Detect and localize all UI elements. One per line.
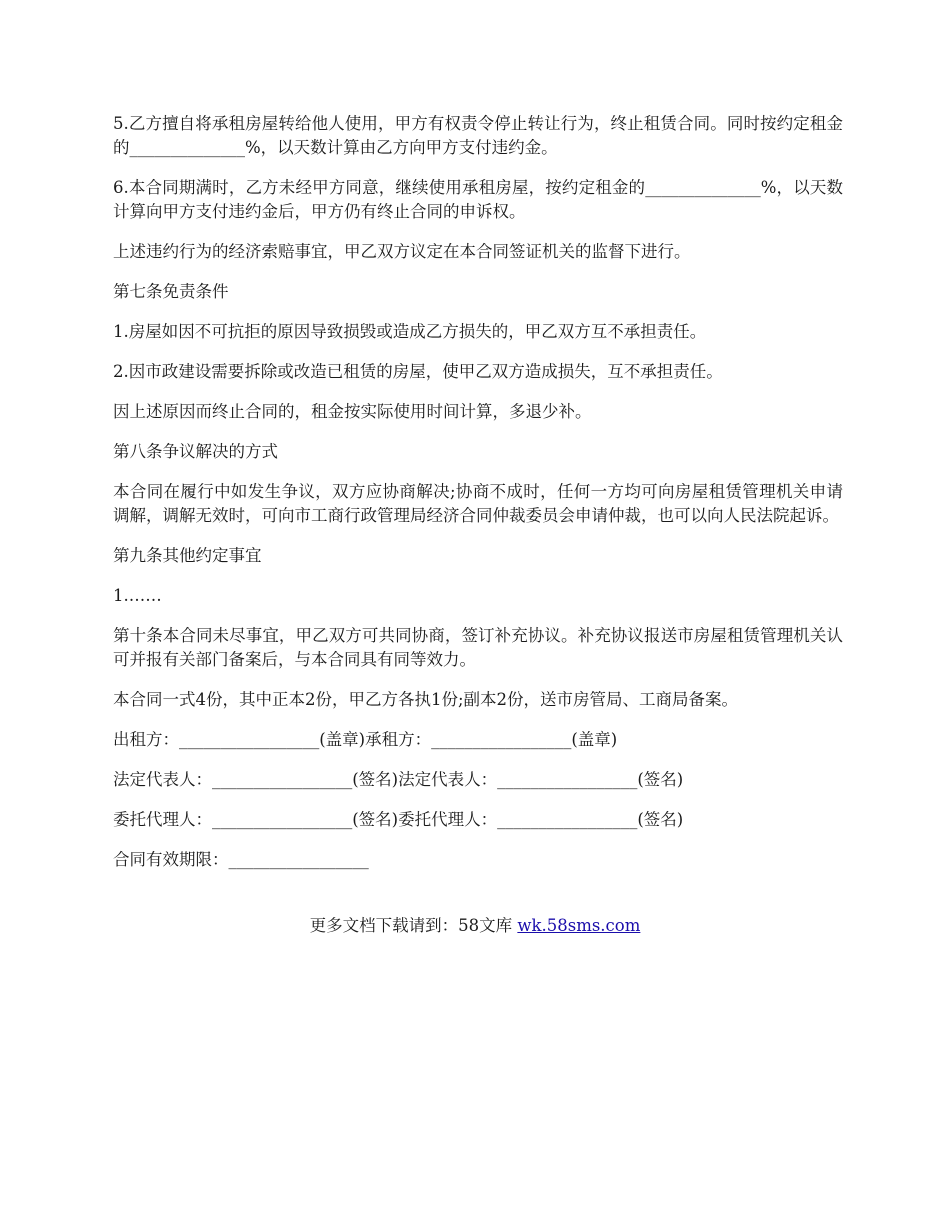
breach-claims-note: 上述违约行为的经济索赔事宜，甲乙双方议定在本合同签证机关的监督下进行。 bbox=[113, 242, 691, 261]
article-8-body: 本合同在履行中如发生争议，双方应协商解决;协商不成时，任何一方均可向房屋租赁管理机关申请调解，调解无效时，可向市工商行政管理局经济合同仲裁委员会申请仲裁，也可以向人民法院起诉。 bbox=[113, 482, 843, 525]
download-footer bbox=[0, 914, 950, 938]
article-8-heading: 第八条争议解决的方式 bbox=[113, 442, 278, 461]
article-7-heading: 第七条免责条件 bbox=[113, 282, 229, 301]
document-body bbox=[113, 112, 843, 888]
article-7-item-1: 1.房屋如因不可抗拒的原因导致损毁或造成乙方损失的，甲乙双方互不承担责任。 bbox=[113, 322, 707, 341]
article-9-item-1: 1.…… bbox=[113, 586, 162, 605]
footer-prefix: 更多文档下载请到：58文库 bbox=[309, 916, 518, 935]
copies-note: 本合同一式4份，其中正本2份，甲乙方各执1份;副本2份，送市房管局、工商局备案。 bbox=[113, 690, 739, 709]
footer-link[interactable]: wk.58sms.com bbox=[517, 916, 641, 935]
article-7-item-2: 2.因市政建设需要拆除或改造已租赁的房屋，使甲乙双方造成损失，互不承担责任。 bbox=[113, 362, 723, 381]
article-7-rent-settlement: 因上述原因而终止合同的，租金按实际使用时间计算，多退少补。 bbox=[113, 402, 592, 421]
article-10-body: 第十条本合同未尽事宜，甲乙双方可共同协商，签订补充协议。补充协议报送市房屋租赁管理机关认可并报有关部门备案后，与本合同具有同等效力。 bbox=[113, 626, 843, 669]
signature-legal-representatives: 法定代表人：_________________(签名)法定代表人：_________________(签名) bbox=[113, 770, 684, 789]
article-9-heading: 第九条其他约定事宜 bbox=[113, 546, 262, 565]
clause-6-overstay-penalty: 6.本合同期满时，乙方未经甲方同意，继续使用承租房屋，按约定租金的______________%，以天数计算向甲方支付违约金后，甲方仍有终止合同的申诉权。 bbox=[113, 178, 843, 221]
contract-validity-period: 合同有效期限：_________________ bbox=[113, 850, 369, 869]
clause-5-sublease-penalty: 5.乙方擅自将承租房屋转给他人使用，甲方有权责令停止转让行为，终止租赁合同。同时按约定租金的______________%，以天数计算由乙方向甲方支付违约金。 bbox=[113, 114, 843, 157]
signature-authorized-agents: 委托代理人：_________________(签名)委托代理人：_________________(签名) bbox=[113, 810, 684, 829]
signature-lessor-lessee: 出租方：_________________(盖章)承租方：_________________(盖章) bbox=[113, 730, 618, 749]
